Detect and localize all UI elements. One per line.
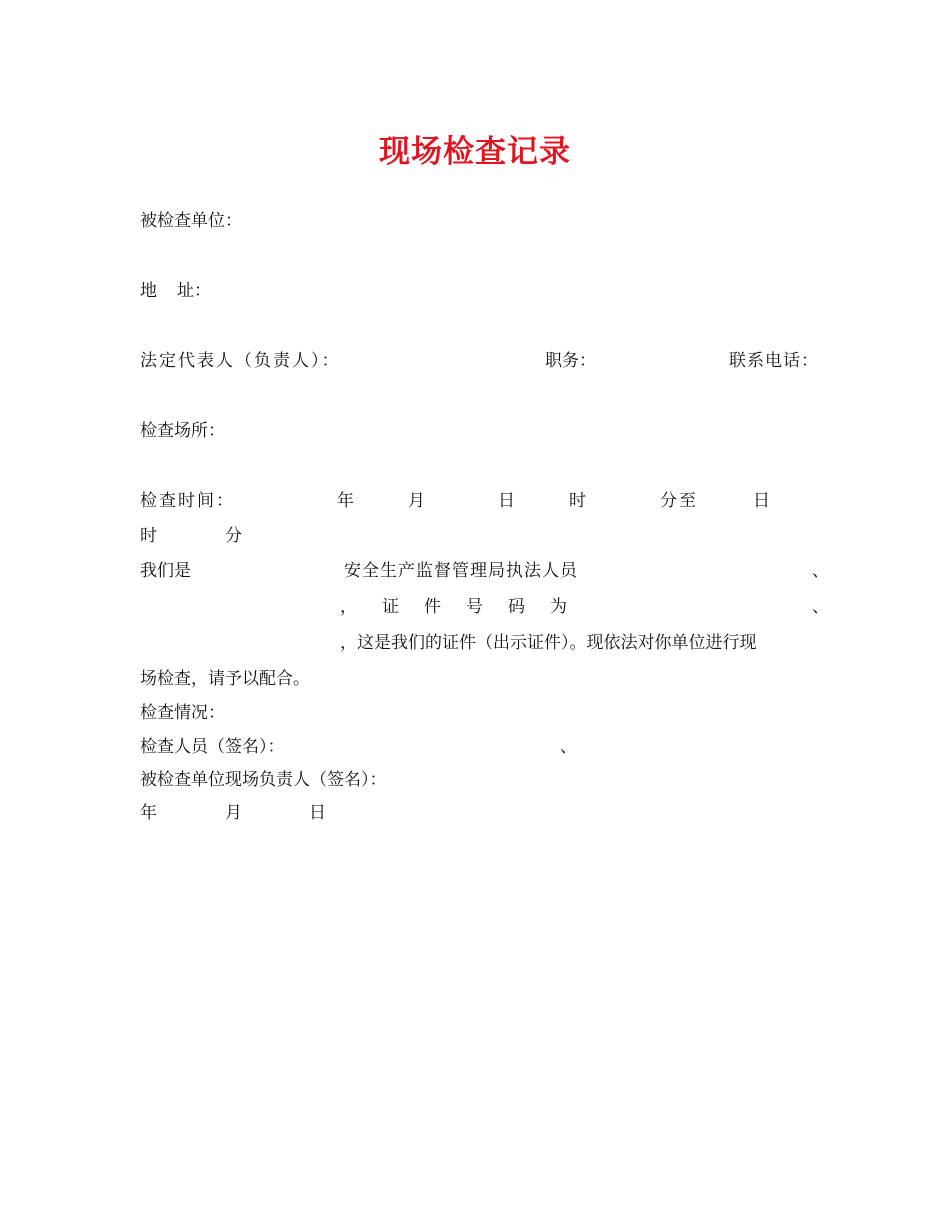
address-label-part1: 地 [140, 281, 157, 301]
legal-representative-label: 法定代表人（负责人）： [140, 351, 341, 371]
cert-char-3: 号 [466, 597, 483, 617]
time-day: 日 [498, 491, 515, 511]
phone-label: 联系电话： [729, 351, 819, 371]
cert-char-2: 件 [424, 597, 441, 617]
time-year: 年 [337, 491, 354, 511]
intro-line-3: ，这是我们的证件（出示证件）。现依法对你单位进行现 [340, 633, 757, 653]
cert-char-5: 为 [550, 597, 567, 617]
signature-day: 日 [309, 803, 326, 823]
intro-line-4: 场检查，请予以配合。 [140, 669, 310, 689]
address-label-part2: 址： [177, 281, 211, 301]
time-day-end: 日 [753, 491, 770, 511]
time-minute-to: 分至 [660, 491, 698, 511]
inspection-situation-label: 检查情况： [140, 703, 225, 723]
inspectors-signature-label: 检查人员（签名）： [140, 737, 285, 757]
inspection-place-label: 检查场所： [140, 421, 225, 441]
signature-month: 月 [225, 803, 242, 823]
time-minute-end: 分 [225, 526, 242, 546]
intro-we-are: 我们是 [140, 561, 191, 581]
inspectors-separator: 、 [560, 737, 577, 757]
intro-separator-1: 、 [812, 561, 829, 581]
intro-bureau: 安全生产监督管理局执法人员 [344, 561, 578, 581]
inspected-unit-label: 被检查单位： [140, 211, 242, 231]
onsite-head-signature-label: 被检查单位现场负责人（签名）： [140, 770, 387, 790]
position-label: 职务： [545, 351, 596, 371]
intro-comma: ， [340, 597, 357, 617]
cert-char-1: 证 [382, 597, 399, 617]
time-month: 月 [408, 491, 425, 511]
cert-char-4: 码 [508, 597, 525, 617]
time-hour: 时 [569, 491, 586, 511]
document-title: 现场检查记录 [379, 134, 571, 170]
signature-year: 年 [140, 803, 157, 823]
time-hour-end: 时 [140, 526, 157, 546]
inspection-time-label: 检查时间： [140, 491, 235, 511]
intro-separator-2: 、 [812, 597, 829, 617]
